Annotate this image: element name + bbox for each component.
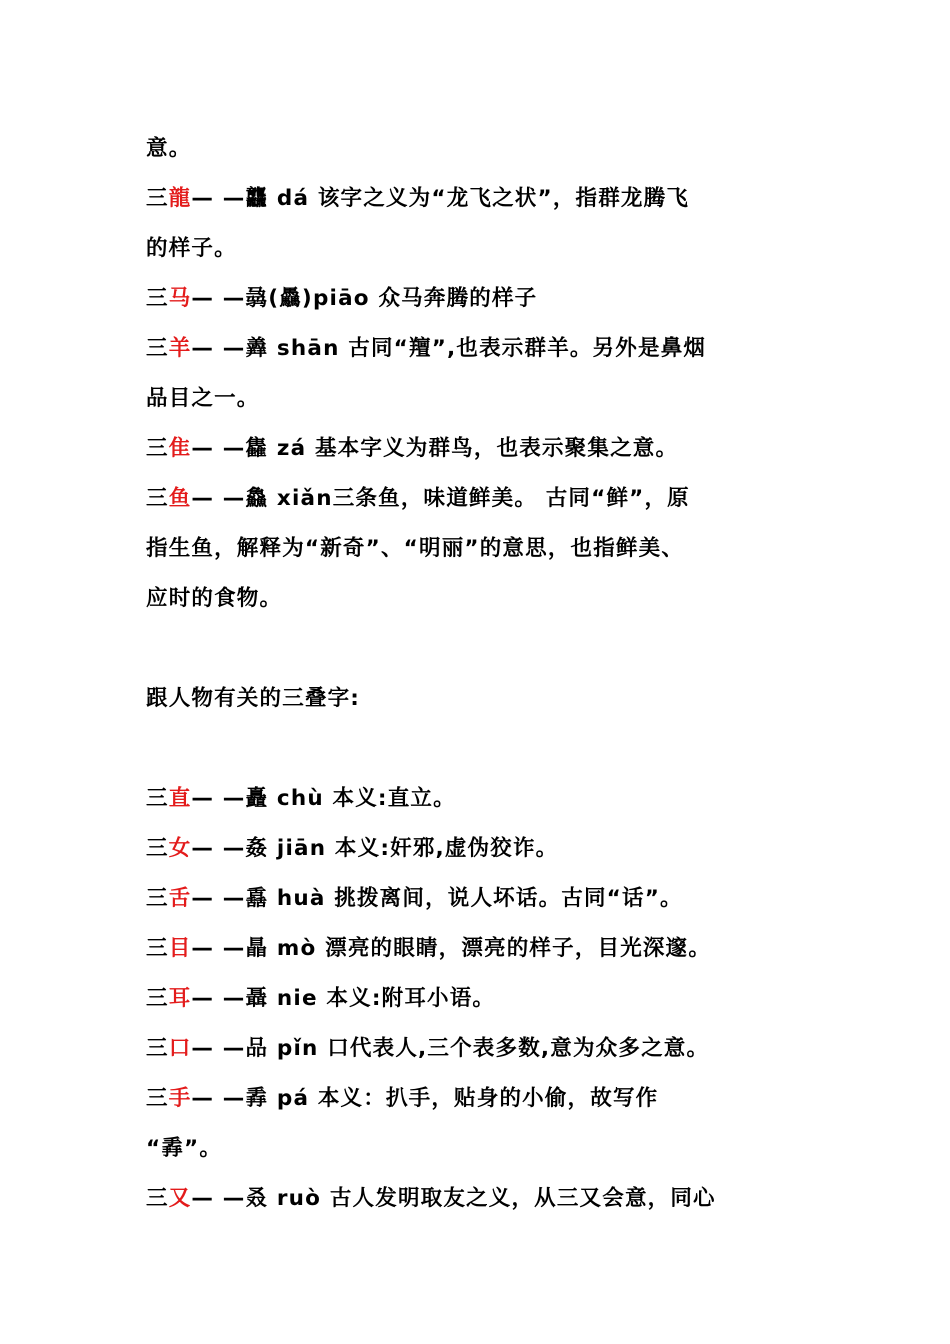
- entry-bird: [146, 424, 808, 474]
- entry-ear: [146, 974, 808, 1024]
- entry-eye: [146, 924, 808, 974]
- entry-base-char: 龍: [168, 186, 192, 211]
- entry-base-char: 耳: [168, 986, 192, 1011]
- entry-base-char: 手: [168, 1086, 192, 1111]
- section-heading-text: 跟人物有关的三叠字:: [146, 686, 361, 711]
- entry-definition: — —雥 zá 基本字义为群鸟，也表示聚集之意。: [191, 436, 679, 461]
- entry-sheep: [146, 324, 808, 374]
- entry-mouth: [146, 1024, 808, 1074]
- entry-prefix: 三: [146, 886, 169, 911]
- line-text: 指生鱼，解释为“新奇”、“明丽”的意思，也指鲜美、: [146, 536, 685, 561]
- line-text: 意。: [146, 136, 192, 161]
- line-text: “掱”。: [146, 1136, 223, 1161]
- entry-fish: [146, 474, 808, 524]
- entry-prefix: 三: [146, 986, 169, 1011]
- entry-prefix: 三: [146, 786, 169, 811]
- entry-prefix: 三: [146, 286, 169, 311]
- entry-prefix: 三: [146, 336, 169, 361]
- entry-base-char: 又: [168, 1186, 192, 1211]
- entry-straight: [146, 774, 808, 824]
- text-line: [146, 374, 808, 424]
- entry-prefix: 三: [146, 1036, 169, 1061]
- text-line: [146, 1124, 808, 1174]
- blank-line: [146, 624, 808, 674]
- entry-prefix: 三: [146, 186, 169, 211]
- line-text: 的样子。: [146, 236, 237, 261]
- entry-definition: — —聶 nie 本义:附耳小语。: [191, 986, 496, 1011]
- entry-base-char: 直: [168, 786, 192, 811]
- line-text: 品目之一。: [146, 386, 260, 411]
- entry-hand: [146, 1074, 808, 1124]
- blank-line: [146, 724, 808, 774]
- entry-definition: — —姦 jiān 本义:奸邪,虚伪狡诈。: [191, 836, 559, 861]
- entry-base-char: 女: [168, 836, 192, 861]
- entry-definition: — —羴 shān 古同“羶”,也表示群羊。另外是鼻烟: [191, 336, 707, 361]
- entry-base-char: 口: [168, 1036, 192, 1061]
- entry-definition: — —叒 ruò 古人发明取友之义，从三又会意，同心: [191, 1186, 716, 1211]
- text-line: [146, 524, 808, 574]
- section-heading: [146, 674, 808, 724]
- entry-definition: — —矗 chù 本义:直立。: [191, 786, 456, 811]
- entry-prefix: 三: [146, 936, 169, 961]
- entry-prefix: 三: [146, 486, 169, 511]
- entry-base-char: 目: [168, 936, 192, 961]
- line-text: 应时的食物。: [146, 586, 283, 611]
- entry-prefix: 三: [146, 436, 169, 461]
- entry-definition: — —舙 huà 挑拨离间，说人坏话。古同“话”。: [191, 886, 683, 911]
- entry-prefix: 三: [146, 1086, 169, 1111]
- entry-prefix: 三: [146, 836, 169, 861]
- entry-base-char: 马: [168, 286, 192, 311]
- entry-definition: — —品 pǐn 口代表人,三个表多数,意为众多之意。: [191, 1036, 710, 1061]
- document-body: [146, 124, 808, 1224]
- entry-prefix: 三: [146, 1186, 169, 1211]
- entry-definition: — —龘 dá 该字之义为“龙飞之状”，指群龙腾飞: [191, 186, 690, 211]
- entry-definition: — —鱻 xiǎn三条鱼，味道鲜美。 古同“鲜”，原: [191, 486, 690, 511]
- entry-base-char: 羊: [168, 336, 192, 361]
- entry-base-char: 隹: [168, 436, 192, 461]
- entry-woman: [146, 824, 808, 874]
- entry-definition: — —骉(驫)piāo 众马奔腾的样子: [191, 286, 538, 311]
- entry-definition: — —瞐 mò 漂亮的眼睛，漂亮的样子，目光深邃。: [191, 936, 712, 961]
- text-line: [146, 224, 808, 274]
- entry-base-char: 鱼: [168, 486, 192, 511]
- text-line: [146, 124, 808, 174]
- entry-tongue: [146, 874, 808, 924]
- entry-dragon: [146, 174, 808, 224]
- entry-horse: [146, 274, 808, 324]
- entry-again: [146, 1174, 808, 1224]
- text-line: [146, 574, 808, 624]
- entry-definition: — —掱 pá 本义：扒手，贴身的小偷，故写作: [191, 1086, 659, 1111]
- entry-base-char: 舌: [168, 886, 192, 911]
